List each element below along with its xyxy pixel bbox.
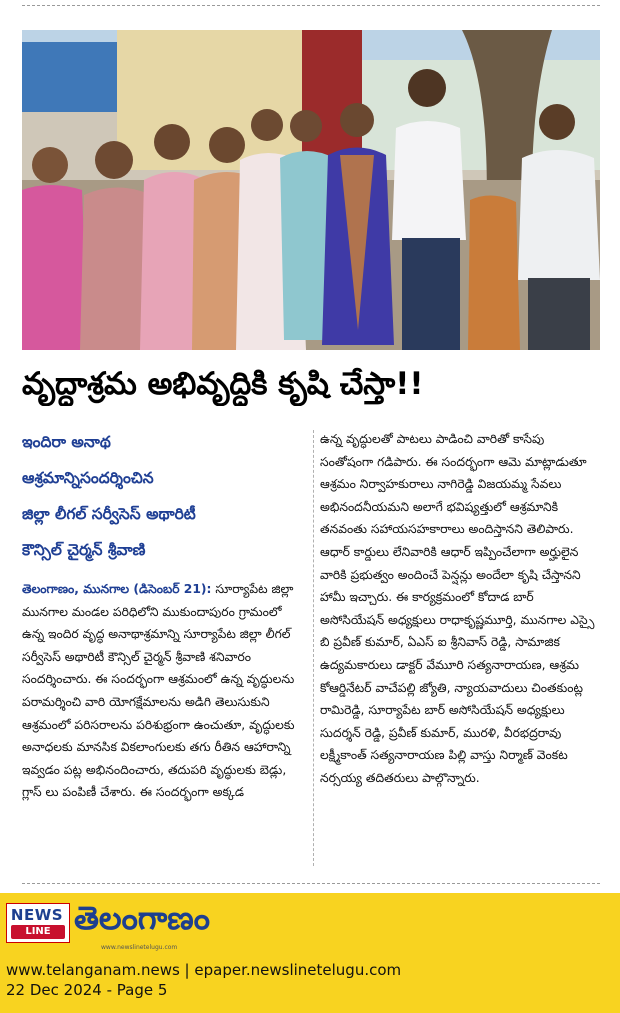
epaper-footer bbox=[0, 893, 620, 1013]
article-subhead-3: జిల్లా లీగల్ సర్వీసెస్ అథారిటీ bbox=[22, 505, 196, 523]
bottom-rule bbox=[22, 883, 600, 884]
logo-line-text: LINE bbox=[11, 925, 65, 939]
masthead-website: www.newslinetelugu.com bbox=[101, 944, 178, 951]
article-photo bbox=[22, 30, 600, 350]
logo-news-text: NEWS bbox=[10, 906, 64, 924]
article-column-1 bbox=[22, 578, 306, 804]
group-photo-illustration bbox=[22, 30, 600, 350]
article-column-2 bbox=[320, 428, 600, 790]
masthead-title: తెలంగాణం bbox=[74, 899, 210, 937]
article-subhead-2: ఆశ్రమాన్నిసందర్శించిన bbox=[22, 469, 154, 487]
top-rule bbox=[22, 5, 600, 6]
column-divider bbox=[313, 430, 314, 866]
newsline-logo[interactable] bbox=[6, 903, 70, 943]
article-body-1: సూర్యాపేట జిల్లా మునగాల మండల పరిధిలోని ముకుందాపురం గ్రామంలో ఉన్న ఇందిర వృద్ధ అనాథాశ్రమాన్ని సూర్యాపేట జిల్లా లీగల్ సర్వీసెస్ అథారిటీ కౌన్సిల్ చైర్మన్ శ్రీవాణి శనివారం సందర్శించారు. ఈ సందర్భంగా ఆశ్రమంలో ఉన్న వృద్ధులను పరామర్శించి వారి యోగక్షేమాలను అడిగి తెలుసుకుని ఆశ్రమంలో పరిసరాలను పరిశుభ్రంగా ఉంచుతూ, వృద్ధులకు అనాధలకు మానసిక వికలాంగులకు తగు రీతిన ఆహారాన్ని ఇవ్వడం పట్ల అభినందించారు, తదుపరి వృద్ధులకు బెడ్లు, గ్లాస్ లు పంపిణీ చేశారు. ఈ సందర్భంగా అక్కడ bbox=[22, 582, 295, 800]
article-subhead-1: ఇందిరా అనాథ bbox=[22, 433, 111, 451]
footer-date-page: 22 Dec 2024 - Page 5 bbox=[6, 981, 168, 999]
footer-urls[interactable]: www.telanganam.news | epaper.newslinetelugu.com bbox=[6, 961, 402, 979]
article-dateline: తెలంగాణం, మునగాల (డిసెంబర్ 21): bbox=[22, 582, 212, 596]
article-headline: వృద్ధాశ్రమ అభివృద్ధికి కృషి చేస్తా!! bbox=[22, 366, 424, 402]
article-body-2: ఉన్న వృద్ధులతో పాటలు పాడించి వారితో కాసేపు సంతోషంగా గడిపారు. ఈ సందర్భంగా ఆమె మాట్లాడుతూ ఆశ్రమం నిర్వాహకురాలు నాగిరెడ్డి విజయమ్మ సేవలు అభినందనీయమని అలాగే భవిష్యత్తులో ఆశ్రమానికి తనవంతు సహాయసహకారాలు అందిస్తానని తెలిపారు. ఆధార్ కార్డులు లేనివారికి ఆధార్ ఇప్పించేలాగా అర్హులైన వారికి ప్రభుత్వం అందించే పెన్షన్లు అందేలా కృషి చేస్తానని హామీ ఇచ్చారు. ఈ కార్యక్రమంలో కోదాడ బార్ అసోసియేషన్ అధ్యక్షులు రాధాకృష్ణమూర్తి, మునగాల ఎస్సై బి ప్రవీణ్ కుమార్, ఏఎస్ ఐ శ్రీనివాస్ రెడ్డి, సామాజిక ఉద్యమకారులు డాక్టర్ వేమూరి సత్యనారాయణ, ఆశ్రమ కోఆర్డినేటర్ వాచేపల్లి జ్యోతి, న్యాయవాదులు చింతకుంట్ల రామిరెడ్డి, సూర్యాపేట బార్ అసోసియేషన్ అధ్యక్షులు సుదర్శన్ రెడ్డి, ప్రవీణ్ కుమార్, మురళి, వీరభద్రరావు లక్ష్మీకాంత్ సత్యనారాయణ పిల్లి వాస్తు నిర్మాణ్ వెంకట నర్సయ్య తదితరులు పాల్గొన్నారు. bbox=[320, 432, 595, 785]
article-subhead-4: కౌన్సిల్ చైర్మన్ శ్రీవాణి bbox=[22, 541, 146, 559]
